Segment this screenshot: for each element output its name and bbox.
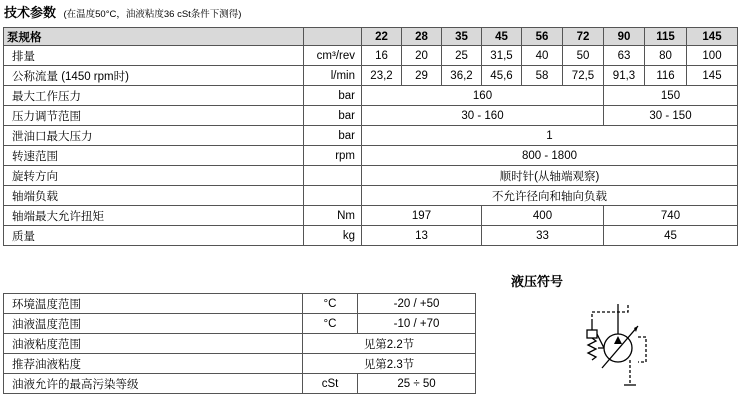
param-label: 旋转方向: [4, 166, 304, 186]
cell: 29: [402, 66, 442, 86]
param-value: 25 ÷ 50: [358, 374, 476, 394]
param-unit: rpm: [304, 146, 362, 166]
row-pressure-range: [4, 106, 738, 126]
cell: 16: [362, 46, 402, 66]
cell: 400: [482, 206, 604, 226]
cell: 30 - 160: [362, 106, 604, 126]
row-contamination: [4, 374, 476, 394]
row-displacement: [4, 46, 738, 66]
param-unit: cm³/rev: [304, 46, 362, 66]
row-rotation: [4, 166, 738, 186]
param-unit: °C: [303, 314, 358, 334]
cell: 40: [522, 46, 563, 66]
row-ambient-temp: [4, 294, 476, 314]
size-90: 90: [604, 28, 645, 46]
cell: 116: [645, 66, 687, 86]
param-label: 轴端最大允许扭矩: [4, 206, 304, 226]
spec-header-row: [4, 28, 738, 46]
row-max-torque: [4, 206, 738, 226]
param-unit: cSt: [303, 374, 358, 394]
row-mass: [4, 226, 738, 246]
param-value: -10 / +70: [358, 314, 476, 334]
cell: 100: [687, 46, 738, 66]
cell: 45: [604, 226, 738, 246]
cell: 25: [442, 46, 482, 66]
row-fluid-temp: [4, 314, 476, 334]
param-label: 泄油口最大压力: [4, 126, 304, 146]
row-viscosity-range: [4, 334, 476, 354]
cell: 36,2: [442, 66, 482, 86]
cell: 91,3: [604, 66, 645, 86]
cell: 1: [362, 126, 738, 146]
param-label: 排量: [4, 46, 304, 66]
cell: 63: [604, 46, 645, 66]
size-45: 45: [482, 28, 522, 46]
param-unit: bar: [304, 126, 362, 146]
cell: 不允许径向和轴向负载: [362, 186, 738, 206]
variable-displacement-pump-symbol-icon: [578, 300, 650, 390]
size-22: 22: [362, 28, 402, 46]
row-nominal-flow: [4, 66, 738, 86]
cell: 30 - 150: [604, 106, 738, 126]
param-label: 最大工作压力: [4, 86, 304, 106]
size-145: 145: [687, 28, 738, 46]
param-unit: bar: [304, 106, 362, 126]
size-115: 115: [645, 28, 687, 46]
cell: 80: [645, 46, 687, 66]
param-label: 油液粘度范围: [4, 334, 303, 354]
cell: 72,5: [563, 66, 604, 86]
symbol-title: 液压符号: [511, 274, 564, 289]
param-label: 质量: [4, 226, 304, 246]
cell: 58: [522, 66, 563, 86]
param-unit: kg: [304, 226, 362, 246]
row-speed-range: [4, 146, 738, 166]
cell: 31,5: [482, 46, 522, 66]
section-title-text: 技术参数: [4, 5, 57, 20]
param-label: 轴端负载: [4, 186, 304, 206]
cell: 150: [604, 86, 738, 106]
cell: 160: [362, 86, 604, 106]
param-unit: l/min: [304, 66, 362, 86]
cell: 顺时针(从轴端观察): [362, 166, 738, 186]
param-label: 环境温度范围: [4, 294, 303, 314]
size-35: 35: [442, 28, 482, 46]
param-label: 油液温度范围: [4, 314, 303, 334]
param-unit: bar: [304, 86, 362, 106]
param-value: 见第2.2节: [303, 334, 476, 354]
size-56: 56: [522, 28, 563, 46]
spec-header-label: 泵规格: [4, 28, 304, 46]
cell: 740: [604, 206, 738, 226]
spec-header-unit: [304, 28, 362, 46]
cell: 23,2: [362, 66, 402, 86]
param-label: 公称流量 (1450 rpm时): [4, 66, 304, 86]
cell: 33: [482, 226, 604, 246]
size-72: 72: [563, 28, 604, 46]
size-28: 28: [402, 28, 442, 46]
param-value: 见第2.3节: [303, 354, 476, 374]
param-unit: [304, 186, 362, 206]
row-recommended-viscosity: [4, 354, 476, 374]
param-label: 压力调节范围: [4, 106, 304, 126]
param-unit: [304, 166, 362, 186]
param-unit: Nm: [304, 206, 362, 226]
spec-table: [3, 27, 738, 246]
param-unit: °C: [303, 294, 358, 314]
section-title: [4, 2, 241, 22]
cell: 13: [362, 226, 482, 246]
cell: 20: [402, 46, 442, 66]
cell: 45,6: [482, 66, 522, 86]
row-shaft-load: [4, 186, 738, 206]
param-label: 油液允许的最高污染等级: [4, 374, 303, 394]
row-max-pressure: [4, 86, 738, 106]
row-drain-pressure: [4, 126, 738, 146]
cell: 197: [362, 206, 482, 226]
param-label: 转速范围: [4, 146, 304, 166]
cell: 800 - 1800: [362, 146, 738, 166]
section-title-note: (在温度50°C，油液粘度36 cSt条件下测得): [63, 9, 242, 20]
param-value: -20 / +50: [358, 294, 476, 314]
param-label: 推荐油液粘度: [4, 354, 303, 374]
cell: 50: [563, 46, 604, 66]
cell: 145: [687, 66, 738, 86]
environment-table: [3, 293, 476, 394]
